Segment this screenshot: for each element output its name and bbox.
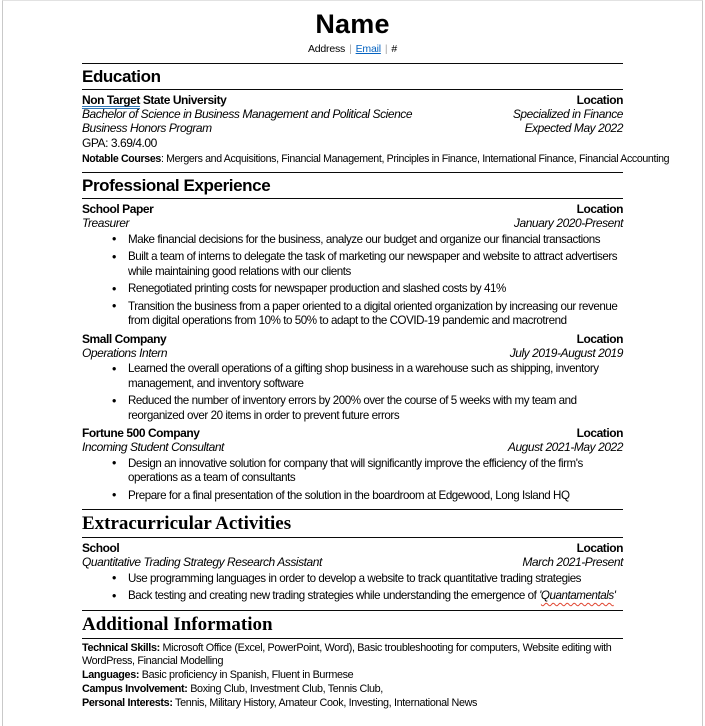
address-text: Address	[307, 43, 346, 55]
organization-name: School	[82, 541, 120, 556]
campus-involvement-label: Campus Involvement:	[82, 683, 188, 696]
bullet-item: • Renegotiated printing costs for newspaper production and slashed costs by 41%	[111, 282, 623, 296]
education-entry	[82, 93, 670, 166]
bullet-list	[82, 233, 623, 329]
languages-label: Languages:	[82, 669, 140, 682]
company-name: Small Company	[82, 331, 167, 346]
bullet-item: • Reduced the number of inventory errors by 200% over the course of 5 weeks with my team and reorganized over 20 items in order to prevent future errors	[111, 394, 623, 423]
entry-header-row	[82, 541, 623, 555]
phone-text: #	[391, 43, 398, 55]
bullet-item: • Transition the business from a paper oriented to a digital oriented organization by increasing our revenue from digital operations from 10% to 50% to adapt to the COVID-19 pandemic and macrotrend	[111, 300, 623, 329]
role-row	[82, 346, 623, 360]
location-text: Location	[576, 331, 623, 346]
program-row	[82, 121, 623, 135]
bullet-item: • Learned the overall operations of a gifting shop business in a warehouse such as shipping, inventory management, and inventory software	[111, 362, 623, 391]
location-text: Location	[576, 202, 623, 216]
notable-courses-text: : Mergers and Acquisitions, Financial Management, Principles in Finance, International Finance, Financial Accounting	[160, 153, 670, 165]
section-education	[82, 66, 670, 166]
location-text: Location	[576, 93, 623, 107]
entry-header-row	[82, 202, 623, 216]
program-text: Business Honors Program	[82, 121, 212, 135]
section-extracurricular-activities	[82, 512, 623, 604]
bullet-list	[82, 362, 623, 423]
name-title: Name	[315, 9, 390, 39]
quote-close: '	[613, 589, 616, 603]
bullet-text-pre: Back testing and creating new trading strategies while understanding the emergence of	[128, 589, 540, 603]
role-title: Operations Intern	[82, 345, 168, 360]
company-name: School Paper	[82, 202, 154, 216]
campus-involvement-line	[82, 683, 623, 697]
experience-entry	[82, 332, 623, 423]
role-row	[82, 440, 623, 454]
header-divider	[82, 63, 623, 64]
section-heading-extracurricular-activities: Extracurricular Activities	[82, 513, 292, 535]
heading-underline	[82, 537, 623, 538]
specialization-text: Specialized in Finance	[512, 107, 623, 121]
separator-pipe: |	[384, 43, 388, 55]
grammar-flagged-text: Non Target	[82, 93, 140, 107]
languages-text: Basic proficiency in Spanish, Fluent in Burmese	[139, 669, 354, 682]
personal-interests-label: Personal Interests:	[82, 697, 173, 710]
degree-row	[82, 107, 623, 121]
bullet-item: • Prepare for a final presentation of the solution in the boardroom at Edgewood, Long Island HQ	[111, 489, 623, 503]
notable-courses-label: Notable Courses	[82, 153, 161, 165]
technical-skills-label: Technical Skills:	[82, 641, 160, 654]
gpa-text: GPA: 3.69/4.00	[82, 136, 157, 150]
date-range: July 2019-August 2019	[509, 345, 623, 360]
graduation-date-text: Expected May 2022	[524, 121, 623, 135]
section-heading-education: Education	[82, 67, 161, 86]
email-link[interactable]: Email	[355, 43, 381, 55]
role-title: Quantitative Trading Strategy Research Assistant	[82, 555, 322, 570]
role-title: Treasurer	[82, 216, 130, 230]
bullet-list	[82, 457, 623, 503]
degree-text: Bachelor of Science in Business Management and Political Science	[82, 107, 413, 121]
bullet-item	[111, 589, 623, 603]
campus-involvement-text: Boxing Club, Investment Club, Tennis Club,	[187, 683, 383, 696]
school-name	[82, 93, 226, 107]
date-range: January 2020-Present	[513, 216, 623, 230]
date-range: March 2021-Present	[522, 555, 623, 570]
company-name: Fortune 500 Company	[82, 426, 200, 441]
location-text: Location	[576, 541, 623, 556]
contact-line	[82, 43, 623, 56]
section-heading-professional-experience: Professional Experience	[82, 176, 271, 195]
experience-entry	[82, 202, 623, 329]
spellcheck-flagged-text: Quantamentals	[540, 589, 614, 603]
gpa-line	[82, 136, 623, 151]
section-divider	[82, 509, 623, 510]
bullet-item: • Make financial decisions for the business, analyze our budget and organize our financial transactions	[111, 233, 623, 247]
section-heading-additional-information: Additional Information	[82, 613, 273, 635]
section-divider	[82, 610, 623, 611]
technical-skills-line	[82, 642, 623, 669]
heading-underline	[82, 89, 623, 90]
personal-interests-line	[82, 697, 623, 711]
section-additional-information	[82, 613, 623, 711]
role-row	[82, 555, 623, 569]
languages-line	[82, 669, 623, 683]
notable-courses-line	[82, 152, 670, 166]
resume-page	[2, 0, 703, 726]
location-text: Location	[576, 426, 623, 441]
role-row	[82, 216, 623, 230]
role-title: Incoming Student Consultant	[82, 440, 224, 455]
separator-pipe: |	[349, 43, 352, 55]
entry-header-row	[82, 332, 623, 346]
experience-entry	[82, 426, 623, 503]
section-divider	[82, 172, 623, 173]
bullet-list	[82, 572, 623, 604]
bullet-item: • Use programming languages in order to develop a website to track quantitative trading strategies	[111, 572, 623, 586]
quote-open: '	[539, 589, 541, 603]
heading-underline	[82, 638, 623, 639]
technical-skills-text: Microsoft Office (Excel, PowerPoint, Word), Basic troubleshooting for computers, Website editing with WordPress, Financial Modelling	[82, 641, 612, 668]
entry-header-row	[82, 426, 623, 440]
school-name-rest: State University	[139, 93, 227, 107]
heading-underline	[82, 198, 623, 199]
bullet-item: • Design an innovative solution for company that will significantly improve the efficiency of the firm's operations as a team of consultants	[111, 457, 623, 486]
activity-entry	[82, 541, 623, 604]
section-professional-experience	[82, 175, 623, 503]
bullet-item: • Built a team of interns to delegate the task of marketing our newspaper and website to attract advertisers while maintaining good relations with our clients	[111, 250, 623, 279]
date-range: August 2021-May 2022	[507, 440, 623, 455]
entry-header-row	[82, 93, 623, 107]
personal-interests-text: Tennis, Military History, Amateur Cook, Investing, International News	[172, 697, 478, 710]
resume-header	[82, 9, 623, 56]
